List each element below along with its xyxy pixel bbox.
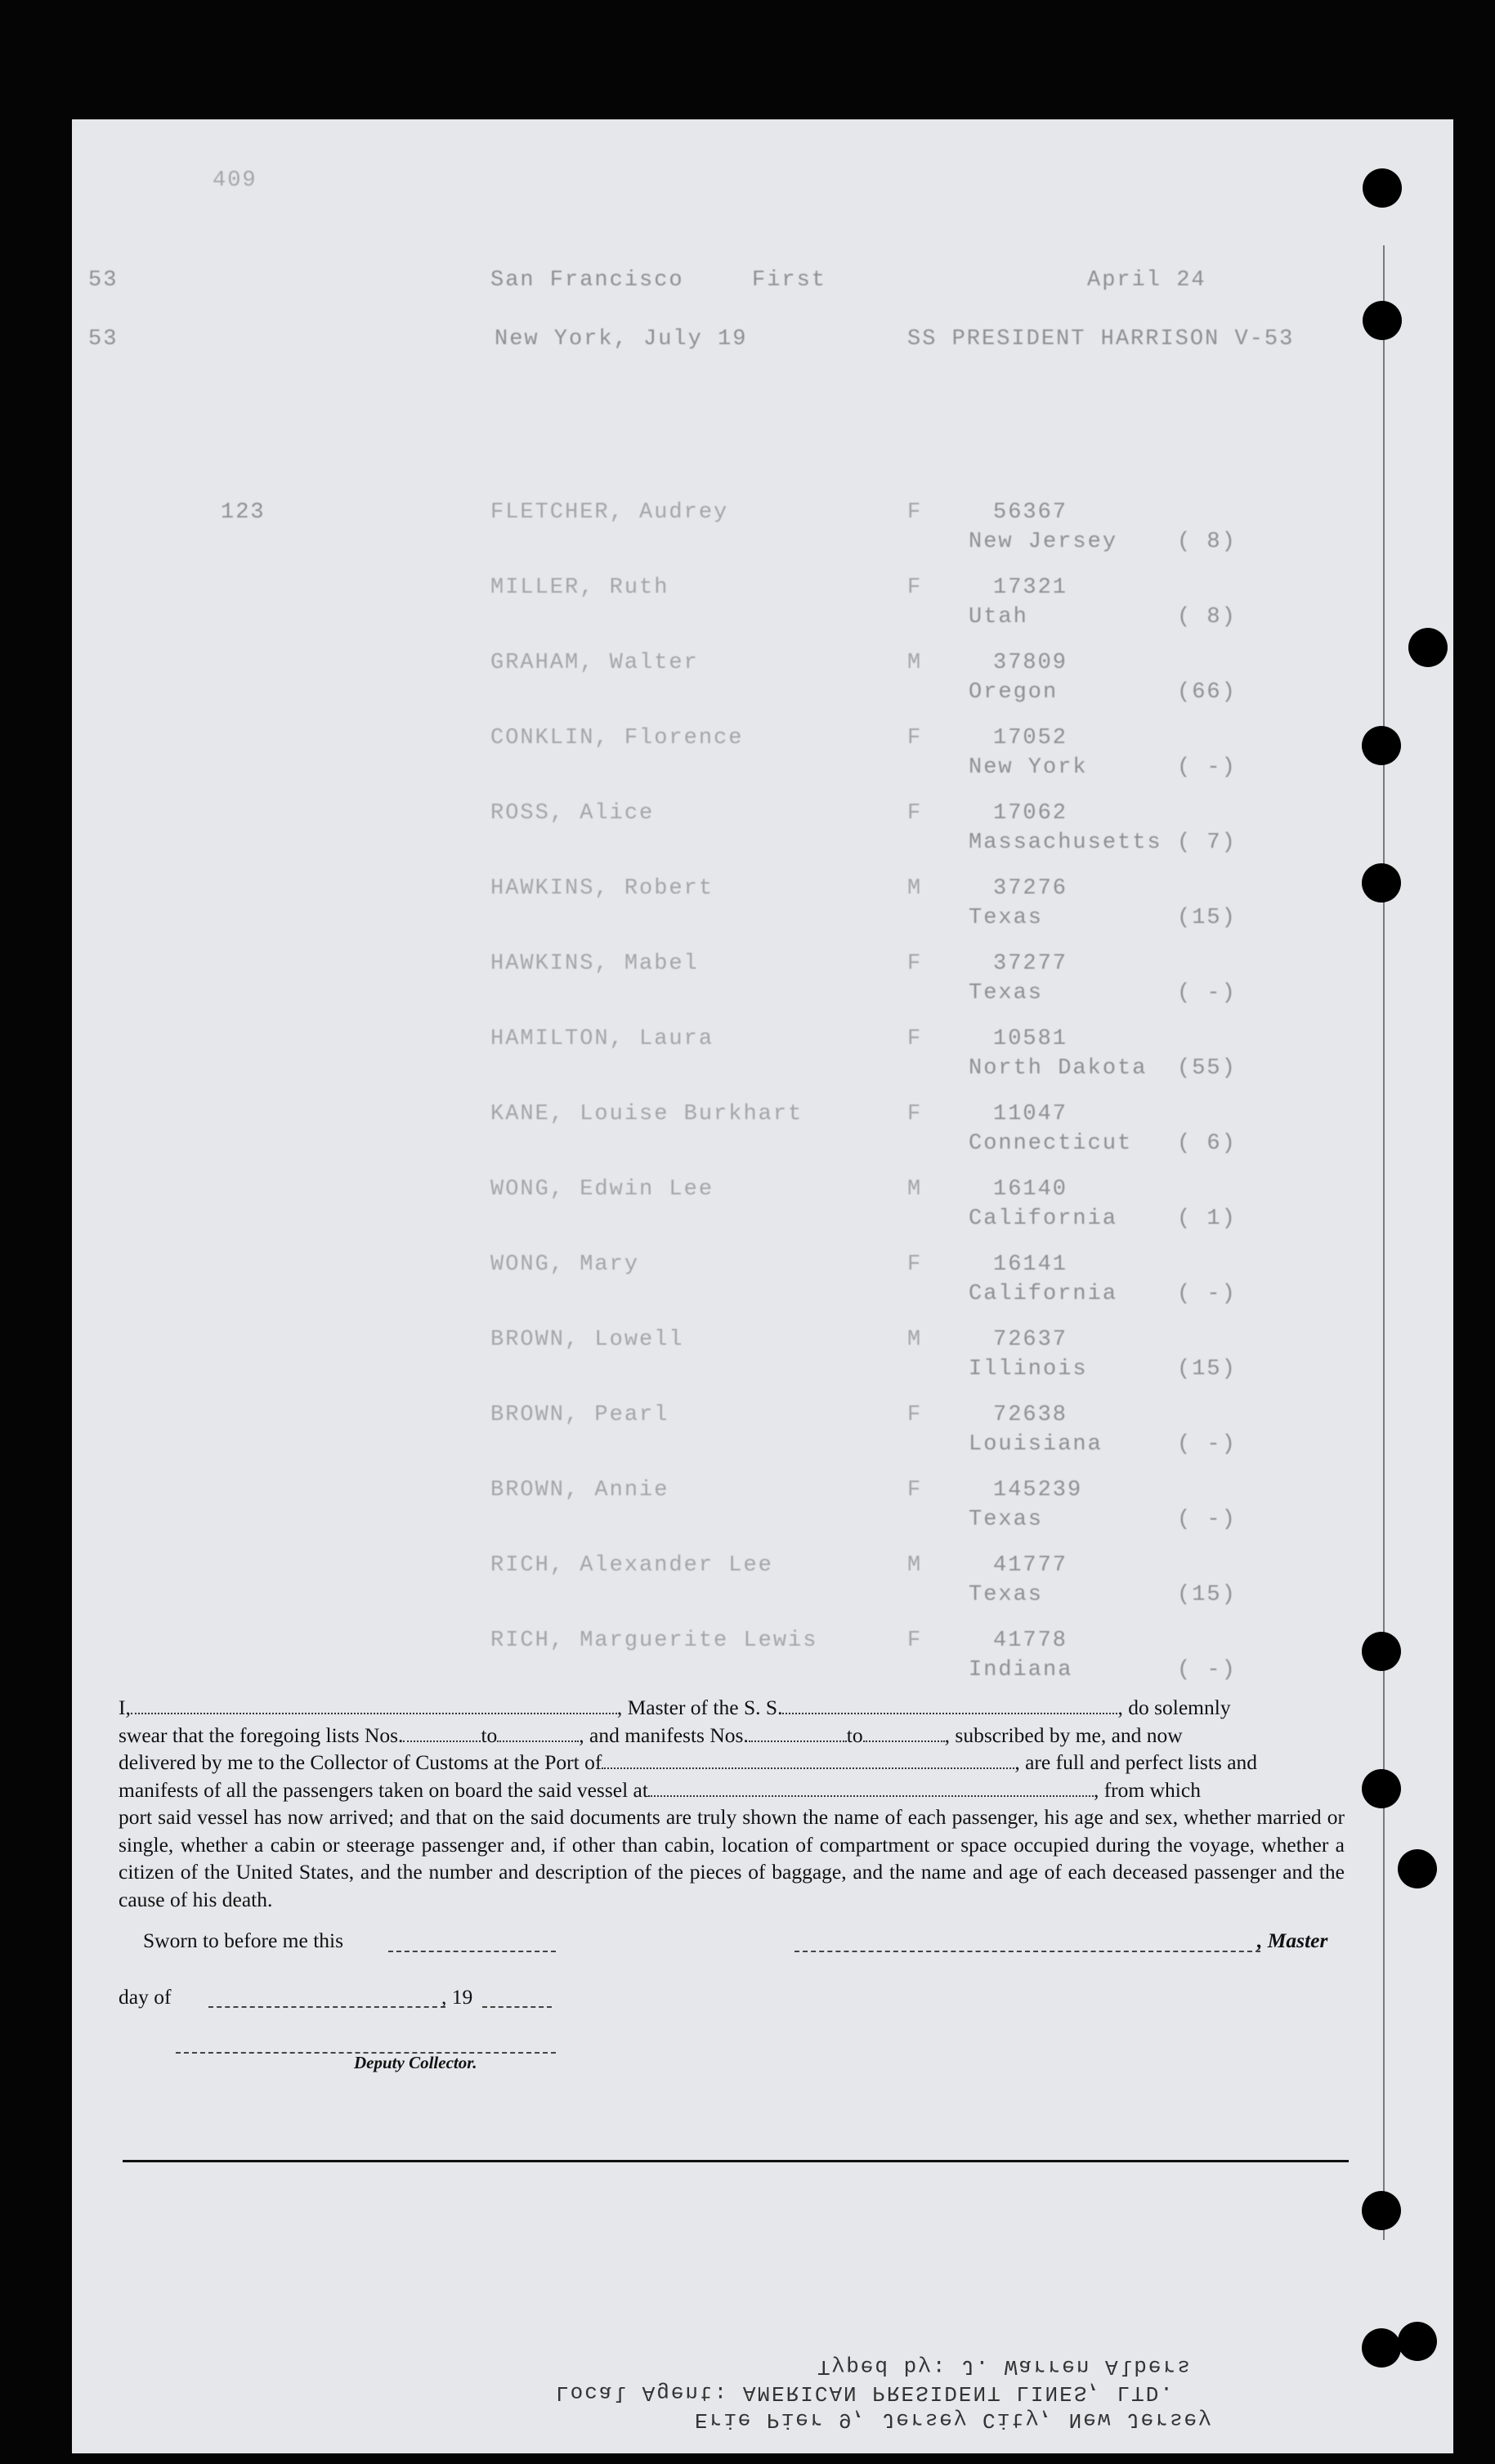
passenger-field: ROSS, Alice	[490, 801, 655, 826]
oath-text: , are full and perfect lists and	[1014, 1750, 1258, 1774]
passenger-field: F	[907, 1478, 923, 1503]
passenger-field: M	[907, 876, 923, 901]
passenger-field: 37809	[993, 651, 1068, 675]
passenger-field: ( 6)	[1177, 1131, 1237, 1156]
passenger-field: (66)	[1177, 680, 1237, 705]
oath-text: , subscribed by me, and now	[944, 1723, 1183, 1747]
page-marker: 409	[213, 168, 257, 193]
passenger-field: California	[969, 1207, 1118, 1231]
passenger-field: 37276	[993, 876, 1068, 901]
oath-text: to	[481, 1723, 498, 1747]
oath-line-3	[119, 1749, 1345, 1776]
passenger-field: New York	[969, 755, 1088, 780]
oath-line-2	[119, 1722, 1345, 1749]
passenger-field: F	[907, 500, 923, 525]
passenger-field: Utah	[969, 605, 1028, 629]
passenger-field: M	[907, 1328, 923, 1352]
passenger-field: F	[907, 1102, 923, 1127]
header-line-1-date: April 24	[1087, 268, 1206, 293]
passenger-field: ( 7)	[1177, 831, 1237, 855]
oath-body: port said vessel has now arrived; and that on the said documents are truly shown the name of each passenger, his age and sex, whether married or single, whether a cabin or steerage passenger and, if other than cabin, location of compartment or space occupied during the voyage, whether a citizen of the United States, and the number and description of the pieces of baggage, and the name and age of each deceased passenger and the cause of his death.	[119, 1805, 1345, 1911]
passenger-field: F	[907, 1403, 923, 1427]
passenger-field: Louisiana	[969, 1432, 1103, 1457]
oath-text: delivered by me to the Collector of Customs at the Port of	[119, 1750, 602, 1774]
passenger-field: F	[907, 801, 923, 826]
header-line-1-num: 53	[88, 268, 119, 293]
passenger-field: ( -)	[1177, 1432, 1237, 1457]
passenger-field: WONG, Mary	[490, 1252, 640, 1277]
passenger-field: HAMILTON, Laura	[490, 1027, 714, 1051]
punch-hole	[1362, 726, 1401, 765]
passenger-field: ( -)	[1177, 755, 1237, 780]
punch-hole	[1408, 628, 1448, 667]
passenger-field: ( 8)	[1177, 605, 1237, 629]
passenger-field: F	[907, 1027, 923, 1051]
passenger-field: 72638	[993, 1403, 1068, 1427]
manifests-to-field[interactable]	[863, 1726, 945, 1742]
passenger-field: F	[907, 1628, 923, 1653]
passenger-field: 56367	[993, 500, 1068, 525]
passenger-field: F	[907, 952, 923, 976]
departure-port-field[interactable]	[648, 1781, 1094, 1797]
lists-to-field[interactable]	[497, 1726, 579, 1742]
oath-line-1	[119, 1694, 1345, 1722]
year-field[interactable]	[482, 2006, 552, 2008]
passenger-field: 17052	[993, 726, 1068, 750]
passenger-field: F	[907, 1252, 923, 1277]
passenger-field: HAWKINS, Mabel	[490, 952, 699, 976]
oath-text: , and manifests Nos.	[579, 1723, 749, 1747]
vessel-name-field[interactable]	[782, 1698, 1117, 1714]
punch-hole	[1362, 1632, 1401, 1671]
oath-line-4	[119, 1776, 1345, 1804]
passenger-field: KANE, Louise Burkhart	[490, 1102, 803, 1127]
master-signature-field[interactable]	[794, 1951, 1260, 1952]
passenger-field: ( 8)	[1177, 530, 1237, 554]
passenger-field: Oregon	[969, 680, 1059, 705]
passenger-field: ( -)	[1177, 1282, 1237, 1306]
passenger-field: Connecticut	[969, 1131, 1133, 1156]
passenger-field: ( 1)	[1177, 1207, 1237, 1231]
day-of-label: day of	[119, 1985, 172, 2009]
header-line-2-port: New York, July 19	[495, 327, 748, 352]
passenger-field: California	[969, 1282, 1118, 1306]
punch-hole	[1363, 301, 1402, 340]
punch-hole	[1362, 2328, 1401, 2368]
sworn-day-field[interactable]	[388, 1951, 556, 1952]
port-field[interactable]	[602, 1753, 1014, 1769]
passenger-field: 16141	[993, 1252, 1068, 1277]
passenger-field: RICH, Marguerite Lewis	[490, 1628, 818, 1653]
passenger-field: ( -)	[1177, 1508, 1237, 1532]
oath-text: , Master of the S. S.	[616, 1696, 783, 1719]
passenger-field: (55)	[1177, 1056, 1237, 1081]
oath-text: manifests of all the passengers taken on board the said vessel at	[119, 1777, 648, 1802]
passenger-field: BROWN, Lowell	[490, 1328, 684, 1352]
oath-text: I,	[119, 1696, 131, 1719]
typed-by: Typed by: J. Warren Albers	[817, 2354, 1192, 2379]
month-field[interactable]	[208, 2006, 445, 2008]
punch-hole	[1398, 2322, 1437, 2361]
passenger-field: 41777	[993, 1553, 1068, 1578]
passenger-field: Texas	[969, 981, 1044, 1006]
punch-hole	[1362, 863, 1401, 903]
passenger-field: 72637	[993, 1328, 1068, 1352]
passenger-field: (15)	[1177, 1583, 1237, 1607]
passenger-field: M	[907, 1553, 923, 1578]
header-line-2-num: 53	[88, 327, 119, 352]
passenger-field: HAWKINS, Robert	[490, 876, 714, 901]
punch-hole	[1362, 1769, 1401, 1808]
lists-from-field[interactable]	[403, 1726, 481, 1742]
passenger-field: ( -)	[1177, 1658, 1237, 1682]
right-margin-line	[1383, 245, 1385, 2240]
punch-hole	[1362, 2191, 1401, 2230]
passenger-field: ( -)	[1177, 981, 1237, 1006]
header-line-1-port: San Francisco	[490, 268, 684, 293]
passenger-field: (15)	[1177, 906, 1237, 930]
passenger-field: MILLER, Ruth	[490, 576, 669, 600]
pier-address: Erie Pier 9, Jersey City, New Jersey	[695, 2408, 1213, 2432]
header-line-2-vessel: SS PRESIDENT HARRISON V-53	[907, 327, 1295, 352]
punch-hole	[1363, 168, 1402, 208]
passenger-field: 16140	[993, 1177, 1068, 1202]
sworn-before-label: Sworn to before me this	[143, 1929, 344, 1952]
passenger-field: Indiana	[969, 1658, 1073, 1682]
oath-text: , do solemnly	[1117, 1696, 1231, 1719]
master-name-field[interactable]	[131, 1698, 617, 1714]
passenger-field: 37277	[993, 952, 1068, 976]
passenger-field: BROWN, Pearl	[490, 1403, 669, 1427]
punch-hole	[1398, 1849, 1437, 1888]
passenger-field: Massachusetts	[969, 831, 1162, 855]
oath-text: swear that the foregoing lists Nos.	[119, 1723, 404, 1747]
year-label: , 19	[441, 1985, 473, 2009]
passenger-field: BROWN, Annie	[490, 1478, 669, 1503]
passenger-field: Texas	[969, 906, 1044, 930]
passenger-field: CONKLIN, Florence	[490, 726, 744, 750]
local-agent: Local Agent: AMERICAN PRESIDENT LINES, LTD.	[556, 2381, 1175, 2405]
oath-text: , from which	[1093, 1777, 1201, 1802]
master-label: , Master	[1257, 1929, 1328, 1952]
manifest-sheet	[72, 119, 1453, 2453]
section-rule	[123, 2160, 1349, 2162]
passenger-field: 10581	[993, 1027, 1068, 1051]
sheet-number: 123	[221, 500, 266, 525]
passenger-field: RICH, Alexander Lee	[490, 1553, 773, 1578]
passenger-field: GRAHAM, Walter	[490, 651, 699, 675]
passenger-field: 11047	[993, 1102, 1068, 1127]
deputy-collector-label: Deputy Collector.	[354, 2053, 477, 2072]
passenger-field: WONG, Edwin Lee	[490, 1177, 714, 1202]
passenger-field: FLETCHER, Audrey	[490, 500, 729, 525]
passenger-field: M	[907, 651, 923, 675]
manifests-from-field[interactable]	[749, 1726, 847, 1742]
header-line-1-class: First	[752, 268, 827, 293]
passenger-field: F	[907, 726, 923, 750]
passenger-field: 145239	[993, 1478, 1083, 1503]
passenger-field: Texas	[969, 1583, 1044, 1607]
passenger-field: North Dakota	[969, 1056, 1148, 1081]
passenger-field: 17062	[993, 801, 1068, 826]
passenger-field: 41778	[993, 1628, 1068, 1653]
oath-paragraph	[119, 1694, 1345, 1913]
passenger-field: F	[907, 576, 923, 600]
oath-text: to	[846, 1723, 863, 1747]
passenger-field: 17321	[993, 576, 1068, 600]
passenger-field: New Jersey	[969, 530, 1118, 554]
passenger-field: Illinois	[969, 1357, 1088, 1382]
passenger-field: (15)	[1177, 1357, 1237, 1382]
passenger-field: Texas	[969, 1508, 1044, 1532]
passenger-field: M	[907, 1177, 923, 1202]
